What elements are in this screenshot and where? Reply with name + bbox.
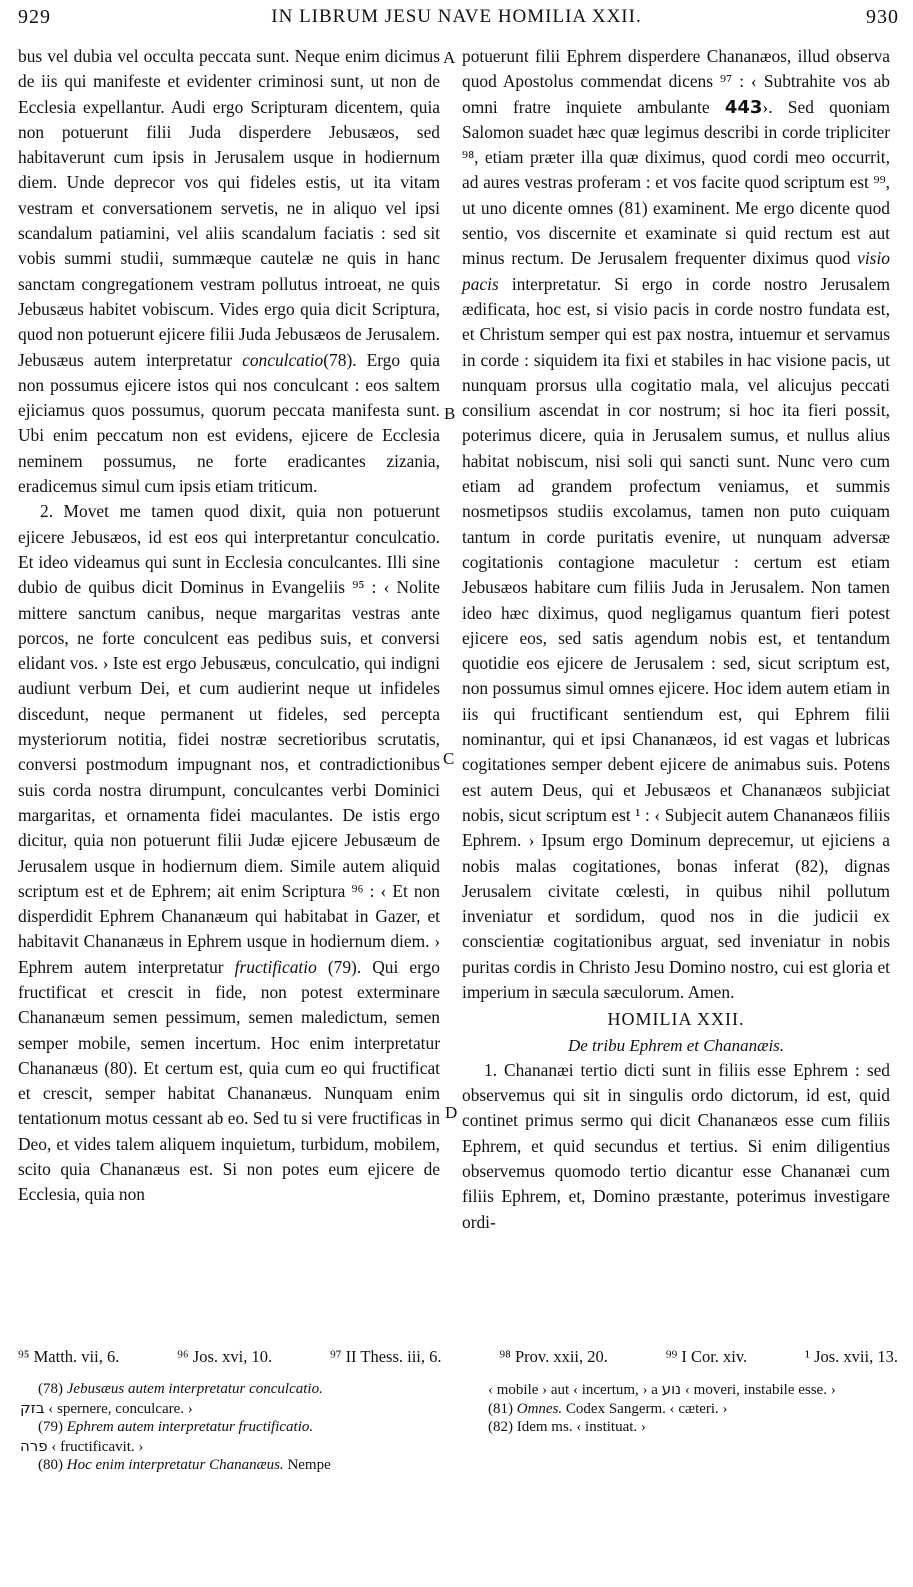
right-column [462,44,890,1235]
section-marker-a: A [443,48,456,67]
section-marker-d: D [445,1103,458,1122]
reference: ⁹⁵ Matth. vii, 6. [18,1347,120,1366]
note-continuation [20,1437,444,1457]
text-run: ›. Sed quoniam Salomon suadet hæc quæ legimus describi in corde tripliciter ⁹⁸, etiam præter illa quæ diximus, quod cordi meo occurrit, ad aures vestras proferam : et vos facite quod scriptum est ⁹⁹, ut uno dicente omnes (81) examinent. Me ergo dicente quod sentio, vos discernite et examinate si quid rectum est aut minus rectum. De Jerusalem frequenter diximus quod [462,96,890,269]
notes-left [20,1380,444,1475]
reference: ⁹⁸ Prov. xxii, 20. [499,1347,608,1366]
note-italic: Omnes. [516,1400,563,1417]
hebrew-word: פרה [20,1436,48,1455]
hebrew-word: נוע [661,1380,682,1398]
paragraph [18,44,440,499]
reference: ¹ Jos. xvii, 13. [805,1347,898,1366]
notes-right [470,1380,890,1437]
page-number-right: 930 [866,6,899,28]
paragraph [462,44,890,1005]
italic-term: visio pacis [462,248,890,294]
left-column [18,44,440,1208]
paragraph [462,1058,890,1235]
scripture-references [18,1347,898,1367]
reference: ⁹⁶ Jos. xvi, 10. [177,1347,273,1366]
note [470,1418,890,1437]
section-marker-b: B [444,404,456,423]
text-run: (79). Qui ergo fructificat et crescit in fide, non potest exterminare Chananæum semen pessimum, semen maledictum, semen semper mobile, semen incertum. Hoc enim interpretatur Chananæus (80). Et certum est, quia cum eo qui fructificat et crescit, semper habitat Chananæus. Nunquam enim tentationum motus cessant ab eo. Sed tu si vere fructificas in Deo, et vides talem aliquem inquietum, turbidum, mobilem, scito quia Chananæus est. Si non potes eum ejicere de Ecclesia, quia non [18,956,440,1205]
reference: ⁹⁹ I Cor. xiv. [665,1347,748,1366]
note-text: ‹ moveri, instabile esse. › [684,1382,836,1398]
section-marker-c: C [443,749,455,768]
italic-term: fructificatio [234,956,317,977]
note [20,1380,444,1399]
note-number: (78) [38,1381,63,1397]
note [470,1380,890,1400]
note-text: Codex Sangerm. ‹ cæteri. › [565,1400,728,1417]
note [20,1456,444,1475]
text-run: potuerunt filii Ephrem disperdere Chananæos, illud observa quod Apostolus commendat dicens ⁹⁷ : ‹ Subtrahite vos ab omni fratre inquiete ambulante [462,46,890,117]
text-run: 2. Movet me tamen quod dixit, quia non potuerunt ejicere Jebusæos, id est eos qui interpretantur conculcatio. Et ideo videamus qui sunt in Ecclesia conculcantes. Illi sine dubio de quibus dicit Dominus in Evangeliis ⁹⁵ : ‹ Nolite mittere sanctum canibus, neque margaritas vestras ante porcos, ne forte conculcent eas pedibus suis, et conversi elidant vos. › Iste est ergo Jebusæus, conculcatio, qui indigni audiunt verbum Dei, et cum audierint neque ut infideles discedunt, neque permanent ut fideles, sed percepta mysteriorum notitia, fidei nostræ secretioribus scrutatis, conversi postmodum impugnant nos, et contradictionibus suis corda nostra dirumpunt, conculcantes verbi Dominici margaritas, et ornamenta fidei maculantes. De istis ergo dicitur, quia non potuerunt filii Judæ ejicere Jebusæum de Jerusalem usque in hodiernum diem. Simile autem aliquid scriptum est et de Ephrem; ait enim Scriptura ⁹⁶ : ‹ Et non disperdidit Ephrem Chananæum qui habitabat in Gazer, et habitavit Chananæus in Ephrem usque in hodiernum diem. › Ephrem autem interpretatur [18,501,440,977]
hebrew-word: בזק [20,1398,45,1417]
note-number: (81) [488,1400,513,1417]
note-continuation [20,1399,444,1419]
reference: ⁹⁷ II Thess. iii, 6. [329,1347,442,1366]
note-italic: Hoc enim interpretatur Chananæus. [66,1457,284,1473]
text-run: bus vel dubia vel occulta peccata sunt. Neque enim dicimus de iis qui manifeste et evidenter criminosi sunt, ut non de Ecclesia expellantur. Audi ergo Scripturam dicentem, quia non potuerunt filii Juda disperdere Jebusæos, sed habitaverunt cum ipsis in Jerusalem usque in hodiernum diem. Unde deprecor vos qui fideles estis, ut ita vitam vestram et conversationem servetis, ne in aliquo vel ipsi scandalum patiamini, vel aliis scandalum faciatis : sed sit vobis summi studii, summæque cautelæ ne quis in hanc sanctam congregationem vestram pollutus introeat, ne quis Jebusæus habitet vobiscum. Vides ergo quia dicit Scriptura, quod non potuerunt ejicere filii Juda Jebusæos de Jerusalem. Jebusæus autem interpretatur [18,46,440,370]
note-number: (79) [38,1419,63,1435]
homily-title: HOMILIA XXII. [607,1009,745,1030]
note-text: (82) Idem ms. ‹ instituat. › [488,1419,646,1435]
text-run: interpretatur. Si ergo in corde nostro Jerusalem ædificata, hoc est, si visio pacis in corde nostro fundata est, et Christum semper qui est pax nostra, intuemur et servamus in corde : siquidem ita fixi et stabiles in hac visione pacis, ut nunquam prorsus ulla cogitatio mala, vel alicujus peccati consilium ascendat in cor nostrum; si hoc ita fieri possit, poterimus dicere, quia in Jerusalem sumus, et nullus alius habitat nobiscum, nisi soli qui sancti sunt. Nunc vero cum etiam ad grandem profectum veniamus, et summis nosmetipsos studiis excolamus, tamen non puto cuiquam tantum in corde puritatis evenire, ut nunquam adversæ cogitationis contagione maculetur : certum est etiam Jebusæos habitare cum filiis Juda in Jerusalem. Non tamen ideo hæc diximus, quod negligamus quantum fieri potest ejicere eos, sed satis agendum nobis est, et tentandum quotidie eos ejicere de Jerusalem : sed, sicut scriptum est, non possumus simul omnes ejicere. Hoc idem autem etiam in iis qui fructificant sentiendum est, qui Ephrem filii nominantur, qui et ipsi Chananæos, id est vagas et lubricas cogitationes semper debent ejicere de animabus suis. Potens est autem Deus, qui et Jebusæos et Chananæos subjiciat nobis, sicut scriptum est ¹ : ‹ Subjecit autem Chananæos filiis Ephrem. › Ipsum ergo Dominum deprecemur, ut ejiciens a nobis malas cogitationes, bonas inferat (82), dignas Jerusalem civitate cœlesti, in quibus nihil pollutum inveniatur et sordidum, quod nos in die judicii ex conscientiæ cogitationibus arguat, sed inveniatur in nobis puritas cordis in Christo Jesu Domino nostro, cui est gloria et imperium in sæcula sæculorum. Amen. [462,273,890,1002]
running-header [0,4,913,34]
note [470,1400,890,1419]
note-italic: Jebusæus autem interpretatur conculcatio. [66,1381,323,1397]
note-text: ‹ spernere, conculcare. › [48,1400,193,1417]
page-number-left: 929 [18,6,51,28]
note [20,1418,444,1437]
note-text: ‹ fructificavit. › [51,1438,144,1455]
note-italic: Ephrem autem interpretatur fructificatio. [66,1419,314,1435]
homily-subtitle: De tribu Ephrem et Chananæis. [567,1035,785,1055]
text-run: 1. Chananæi tertio dicti sunt in filiis esse Ephrem : sed observemus qui sit in singulis ordo dictorum, id est, quid continet primus sermo qui dicit Chananæos esse cum filiis Ephrem, et quid secundus et tertius. Si enim diligentius observemus quomodo tertio dicantur esse Chananæi cum filiis Ephrem, et, Domino præstante, poterimus investigare ordi- [462,1059,890,1232]
text-run: (78). Ergo quia non possumus ejicere istos qui nos conculcant : eos saltem ejiciamus quos possumus, quorum peccata manifesta sunt. Ubi enim peccatum non est evidens, ejicere de Ecclesia neminem possumus, ne forte eradicantes zizania, eradicemus simul cum ipsis etiam triticum. [18,349,440,497]
italic-term: conculcatio [242,349,324,370]
note-number: (80) [38,1457,63,1473]
note-text: ‹ mobile › aut ‹ incertum, › a [488,1382,658,1398]
paragraph [18,499,440,1207]
note-text: Nempe [287,1457,331,1473]
running-title: IN LIBRUM JESU NAVE HOMILIA XXII. [271,6,642,27]
original-page-mark: 443 [724,96,763,118]
